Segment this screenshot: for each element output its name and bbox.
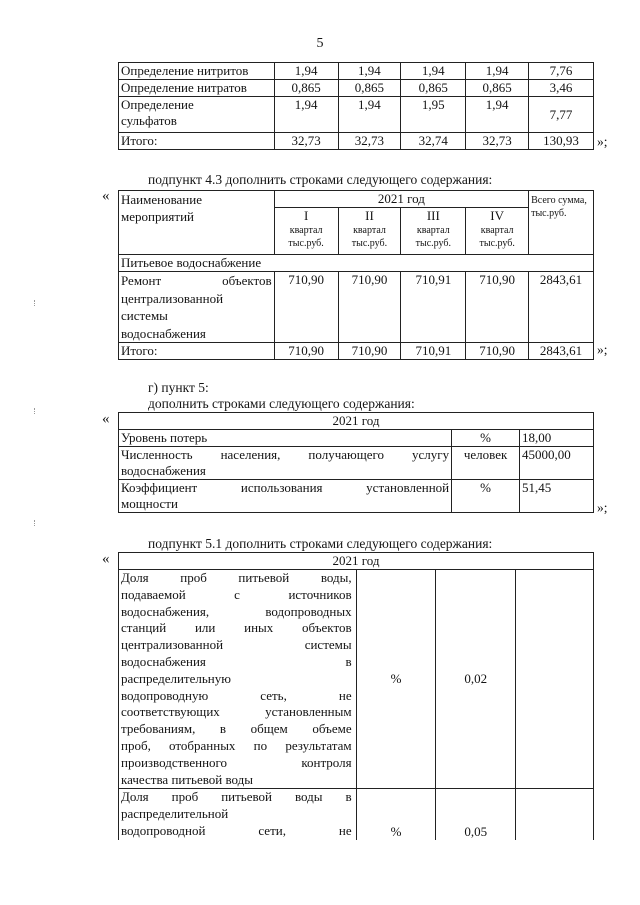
cell-q1: 0,865 — [274, 80, 338, 97]
cell-value: 0,02 — [436, 570, 516, 789]
measures-table — [118, 190, 594, 360]
table-row — [119, 272, 594, 343]
row-label: Определение сульфатов — [119, 97, 275, 133]
table-row — [119, 80, 594, 97]
paragraph-add-rows: дополнить строками следующего содержания: — [148, 396, 415, 411]
cell-q2: 710,90 — [338, 272, 401, 343]
cell-empty — [516, 789, 594, 840]
scan-mark — [34, 300, 35, 306]
cell-total: 2843,61 — [529, 343, 594, 360]
header-row — [119, 191, 594, 208]
cell-total: 7,77 — [529, 97, 594, 133]
row-label: Доля проб питьевой воды в распределительной водопроводной сети, не — [119, 789, 357, 840]
expenses-table-continued — [118, 62, 594, 150]
header-row — [119, 553, 594, 570]
table-row — [119, 570, 594, 789]
header-year: 2021 год — [274, 191, 528, 208]
cell-q3: 1,94 — [401, 63, 466, 80]
table-row — [119, 480, 594, 513]
header-name: Наименование мероприятий — [119, 191, 275, 255]
cell-q4: 1,94 — [466, 63, 529, 80]
table-row — [119, 789, 594, 840]
cell-q1: 32,73 — [274, 133, 338, 150]
paragraph-subpoint-4-3: подпункт 4.3 дополнить строками следующего содержания: — [148, 172, 493, 187]
row-label: Доля проб питьевой воды, подаваемой с источников водоснабжения, водопроводных станций или иных объектов централизованной системы водоснабжения в распределительную водопроводную сеть, не соответствующих установленным требованиям, в общем объеме проб, отобранных по результатам производственного контроля качества питьевой воды — [119, 570, 357, 789]
cell-q4: 32,73 — [466, 133, 529, 150]
opening-quote-mark: « — [102, 551, 110, 567]
closing-quote-mark: »; — [597, 500, 608, 515]
cell-q2: 1,94 — [338, 97, 401, 133]
cell-q1: 710,90 — [274, 343, 338, 360]
cell-q2: 32,73 — [338, 133, 401, 150]
row-label: Итого: — [119, 343, 275, 360]
cell-unit: % — [356, 570, 436, 789]
opening-quote-mark: « — [102, 188, 110, 204]
row-label: Ремонт объектов централизованной системы водоснабжения — [119, 272, 275, 343]
cell-q4: 1,94 — [466, 97, 529, 133]
cell-q3: 32,74 — [401, 133, 466, 150]
cell-q3: 710,91 — [401, 343, 466, 360]
indicators-table — [118, 412, 594, 513]
table-row — [119, 447, 594, 480]
cell-q4: 710,90 — [466, 272, 529, 343]
cell-value: 45000,00 — [520, 447, 594, 480]
cell-unit: % — [452, 430, 520, 447]
section-title: Питьевое водоснабжение — [119, 255, 594, 272]
table-row — [119, 430, 594, 447]
table-row — [119, 97, 594, 133]
row-label: Уровень потерь — [119, 430, 452, 447]
header-year: 2021 год — [119, 553, 594, 570]
cell-total: 130,93 — [529, 133, 594, 150]
cell-q4: 710,90 — [466, 343, 529, 360]
row-label: Определение нитритов — [119, 63, 275, 80]
cell-q1: 1,94 — [274, 63, 338, 80]
closing-quote-mark: »; — [597, 134, 608, 149]
scan-mark — [34, 408, 35, 414]
cell-value: 18,00 — [520, 430, 594, 447]
section-row — [119, 255, 594, 272]
paragraph-subpoint-5-1: подпункт 5.1 дополнить строками следующего содержания: — [148, 536, 493, 551]
cell-value: 51,45 — [520, 480, 594, 513]
header-quarter-2: II квартал тыс.руб. — [338, 208, 401, 255]
cell-total: 7,76 — [529, 63, 594, 80]
paragraph-point-5: г) пункт 5: — [148, 380, 209, 395]
row-label: Итого: — [119, 133, 275, 150]
table-row — [119, 133, 594, 150]
closing-quote-mark: »; — [597, 342, 608, 357]
cell-value: 0,05 — [436, 789, 516, 840]
header-total: Всего сумма, тыс.руб. — [529, 191, 594, 255]
scan-mark — [34, 520, 35, 526]
water-quality-table — [118, 552, 594, 840]
table-row — [119, 63, 594, 80]
cell-empty — [516, 570, 594, 789]
row-label: Определение нитратов — [119, 80, 275, 97]
header-quarter-1: I квартал тыс.руб. — [274, 208, 338, 255]
opening-quote-mark: « — [102, 411, 110, 427]
page-number: 5 — [316, 36, 324, 51]
cell-q1: 1,94 — [274, 97, 338, 133]
cell-total: 3,46 — [529, 80, 594, 97]
cell-q3: 710,91 — [401, 272, 466, 343]
cell-q1: 710,90 — [274, 272, 338, 343]
header-year: 2021 год — [119, 413, 594, 430]
row-label: Коэффициент использования установленной мощности — [119, 480, 452, 513]
cell-q2: 0,865 — [338, 80, 401, 97]
header-quarter-3: III квартал тыс.руб. — [401, 208, 466, 255]
cell-q4: 0,865 — [466, 80, 529, 97]
cell-q3: 1,95 — [401, 97, 466, 133]
header-quarter-4: IV квартал тыс.руб. — [466, 208, 529, 255]
cell-total: 2843,61 — [529, 272, 594, 343]
total-row — [119, 343, 594, 360]
row-label: Численность населения, получающего услугу водоснабжения — [119, 447, 452, 480]
cell-q3: 0,865 — [401, 80, 466, 97]
cell-q2: 1,94 — [338, 63, 401, 80]
cell-q2: 710,90 — [338, 343, 401, 360]
cell-unit: % — [356, 789, 436, 840]
cell-unit: человек — [452, 447, 520, 480]
cell-unit: % — [452, 480, 520, 513]
header-row — [119, 413, 594, 430]
